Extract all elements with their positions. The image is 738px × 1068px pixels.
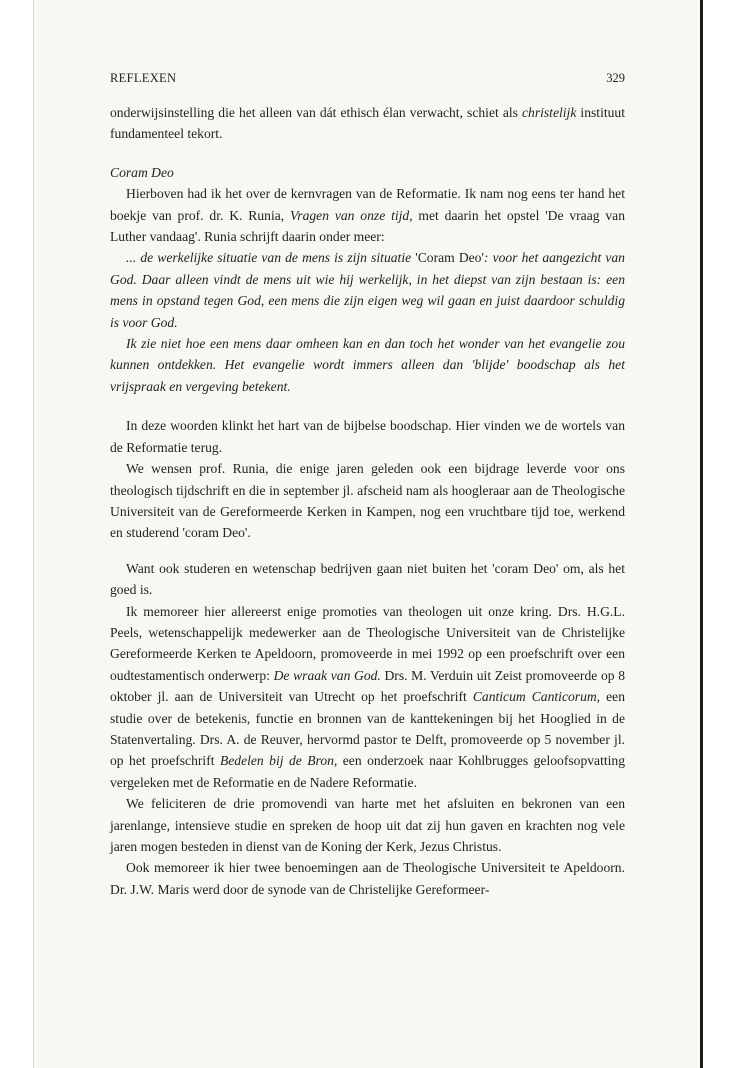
text-run: een onderzoek naar Kohlbrugges geloofsopvatting vergeleken met de Reformatie en de Nadere Reformatie. bbox=[110, 753, 626, 790]
running-title: REFLEXEN bbox=[110, 71, 177, 85]
paragraph-runia-intro bbox=[110, 183, 625, 247]
page-edge-right bbox=[700, 0, 703, 1068]
text-run: Hierboven had ik het over de kernvragen van de Reformatie. Ik nam nog eens ter hand het boekje van prof. dr. K. Runia, bbox=[110, 186, 625, 223]
text-run: : voor het aangezicht van God. Daar alleen vindt de mens uit wie hij werkelijk, in het diepst van zijn bestaan is: een mens in opstand tegen God, een mens die zijn eigen weg wil gaan en juist daardoor schuldig is voor God. bbox=[110, 250, 625, 330]
page-number: 329 bbox=[606, 71, 625, 85]
paragraph-runia-wishes: We wensen prof. Runia, die enige jaren geleden ook een bijdrage leverde voor ons theologisch tijdschrift en die in september jl. afscheid nam als hoogleraar aan de Theologische Universiteit van de Gereformeerde Kerken in Kampen, nog een vruchtbare tijd toe, werkend en studerend 'coram Deo'. bbox=[110, 461, 625, 541]
coram-deo-term: 'Coram Deo' bbox=[415, 250, 484, 266]
book-title: Vragen van onze tijd, bbox=[290, 207, 413, 223]
text-run: instituut fundamenteel tekort. bbox=[110, 105, 625, 142]
text-run: Ik memoreer hier allereerst enige promoties van theologen uit onze kring. Drs. H.G.L. Peels, wetenschappelijk medewerker aan de Theologische Universiteit van de Christelijke Gereformeerde Kerken te Apeldoorn, promoveerde in mei 1992 op een proefschrift over een oudtestamentisch onderwerp: bbox=[110, 603, 625, 683]
thesis-title: Bedelen bij de Bron, bbox=[219, 753, 338, 769]
paragraph-study-coram-deo: Want ook studeren en wetenschap bedrijven gaan niet buiten het 'coram Deo' om, als het goed is. bbox=[110, 560, 625, 598]
paragraph-appointments: Ook memoreer ik hier twee benoemingen aan de Theologische Universiteit te Apeldoorn. Dr. J.W. Maris werd door de synode van de Christelijke Gereformeer- bbox=[110, 860, 625, 897]
thesis-title: Canticum Canticorum, bbox=[472, 689, 601, 705]
quote-block-1 bbox=[110, 247, 625, 333]
paragraph-congratulations: We feliciteren de drie promovendi van harte met het afsluiten en bekronen van een jarenlange, intensieve studie en spreken de hoop uit dat zij hun gaven en krachten nog vele jaren mogen besteden in dienst van de Koning der Kerk, Jezus Christus. bbox=[110, 796, 625, 854]
text-run: Drs. M. Verduin uit Zeist promoveerde op 8 oktober jl. aan de Universiteit van Utrecht op het proefschrift bbox=[110, 667, 625, 705]
text-run: met daarin het opstel 'De vraag van Luther vandaag'. Runia schrijft daarin onder meer: bbox=[110, 207, 625, 245]
page-header bbox=[110, 60, 625, 102]
emphasis-text: christelijk bbox=[521, 105, 577, 120]
text-run: een studie over de betekenis, functie en bronnen van de kanttekeningen bij het Hooglied in de Statenvertaling. Drs. A. de Reuver, hervormd pastor te Delft, promoveerde op 5 november jl. op het proefschrift bbox=[110, 689, 626, 769]
text-run: ... de werkelijke situatie van de mens is zijn situatie bbox=[126, 250, 416, 266]
thesis-title: De wraak van God. bbox=[273, 667, 381, 683]
paragraph-continuation bbox=[110, 102, 625, 145]
paragraph-heart-of-message: In deze woorden klinkt het hart van de bijbelse boodschap. Hier vinden we de wortels van de Reformatie terug. bbox=[110, 418, 625, 455]
section-heading: Coram Deo bbox=[110, 164, 174, 180]
paragraph-promotions bbox=[110, 601, 625, 794]
page-content bbox=[110, 60, 625, 900]
text-run: onderwijsinstelling die het alleen van dát ethisch élan verwacht, schiet als bbox=[110, 105, 522, 120]
quote-block-2: Ik zie niet hoe een mens daar omheen kan en dan toch het wonder van het evangelie zou kunnen ontdekken. Het evangelie wordt immers alleen dan 'blijde' boodschap als het vrijspraak en vergeving betekent. bbox=[110, 336, 625, 394]
